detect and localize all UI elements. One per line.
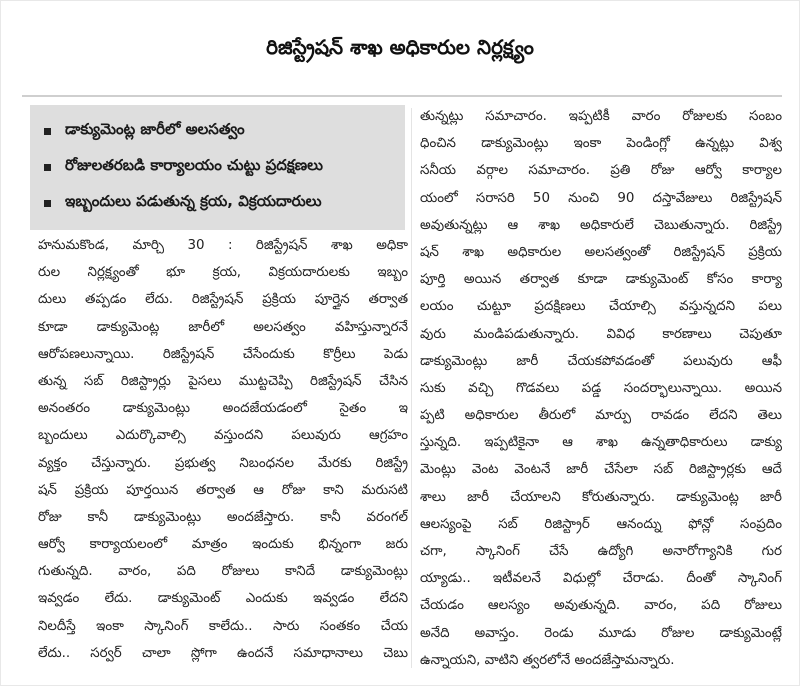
article-line: య్యాడు.. ఇటీవలనే విధుల్లో చేరాడు. దీంతో స్కానింగ్ [420, 571, 782, 587]
article-line: ఆలస్యంపై సబ్ రిజిస్ట్రార్ ఆనంద్ను ఫోన్లో సంప్రదిం [420, 516, 782, 532]
article-line: షన్ శాఖ అధికారుల అలసత్వంతో రిజిస్ట్రేషన్ ప్రక్రియ [420, 244, 782, 260]
article-line: లేదు.. సర్వర్ చాలా స్లోగా ఉందనే సమాధానాలు చెబు [38, 645, 408, 661]
bullet-square-icon [44, 164, 51, 171]
article-line: వురు మండిపడుతున్నారు. వివిధ కారణాలు చెపుతూ [420, 326, 782, 342]
article-line: అనేది అవాస్తం. రెండు మూడు రోజుల డాక్యుమెంట్లే [420, 625, 782, 641]
highlights-box [30, 105, 405, 230]
article-line: బ్బందులు ఎదుర్కొవాల్సి వస్తుందని పలువురు ఆగ్రహం [38, 428, 408, 444]
article-line: రుల నిర్లక్ష్యంతో భూ క్రయ, విక్రయదారులకు ఇబ్బం [38, 265, 408, 281]
article-line: రోజు కానీ డాక్యుమెంట్లు అందజేస్తారు. కానీ వరంగల్ [38, 509, 408, 525]
bullet-square-icon [44, 200, 51, 207]
highlight-item [44, 149, 397, 185]
article-line: చేయడం ఆలస్యం అవుతున్నది. వారం, పది రోజులు [420, 598, 782, 614]
article-line: ఆర్వో కార్యాయలంలో మాత్రం ఇందుకు భిన్నంగా జరు [38, 537, 408, 553]
article-line: నిలదీస్తే ఇంకా స్కానింగ్ కాలేదు.. సారు సంతకం చేయ [38, 618, 408, 634]
article-line: ప్పటి అధికారుల తీరులో మార్పు రావడం లేదని తెలు [420, 408, 782, 424]
article-line: షన్ ప్రక్రియ పూర్తయిన తర్వాత ఆ రోజు కాని మరుసటి [38, 482, 408, 498]
article-line: డాక్యుమెంట్లు జారీ చేయకపోవడంతో పలువురు ఆఫీ [420, 353, 782, 369]
article-column-left [38, 232, 408, 667]
article-line: ధించిన డాక్యుమెంట్లు ఇంకా పెండింగ్లో ఉన్నట్లు విశ్వ [420, 136, 782, 152]
article-line: ఇవ్వడం లేదు. డాక్యుమెంట్ ఎందుకు ఇవ్వడం లేదని [38, 591, 408, 607]
article-line: సుకు వచ్చి గొడవలు పడ్డ సందర్భాలున్నాయి. అయిన [420, 380, 782, 396]
headline-rule [22, 95, 782, 97]
article-line: హనుమకొండ, మార్చి 30 : రిజిస్ట్రేషన్ శాఖ అధికా [38, 238, 408, 253]
article-line: దులు తప్పడం లేదు. రిజిస్ట్రేషన్ ప్రక్రియ పూర్తైన తర్వాత [38, 292, 408, 308]
highlight-text: డాక్యుమెంట్ల జారీలో అలసత్వం [65, 120, 245, 138]
highlight-item [44, 113, 397, 149]
article-line: యంలో సరాసరి 50 నుంచి 90 దస్తావేజులు రిజిస్ట్రేషన్ [420, 190, 782, 206]
article-line: తున్నట్లు సమాచారం. ఇప్పటికీ వారం రోజులకు సంబం [420, 109, 782, 124]
highlight-item [44, 185, 397, 221]
article-line: చగా, స్కానింగ్ చేసే ఉద్యోగి అనారోగ్యానికి గుర [420, 544, 782, 559]
highlight-text: రోజులతరబడి కార్యాలయం చుట్టు ప్రదక్షణలు [65, 156, 323, 174]
article-line: ఉన్నాయని, వాటిని త్వరలోనే అందజేస్తామన్నారు. [420, 652, 675, 668]
headline: రిజిస్ట్రేషన్ శాఖ అధికారుల నిర్లక్ష్యం [266, 34, 534, 59]
article-line: ఆరోపణలున్నాయి. రిజిస్ట్రేషన్ చేసేందుకు కొర్రీలు పెడు [38, 346, 408, 362]
article-line: శాలు జారీ చేయాలని కోరుతున్నారు. డాక్యుమెంట్ల జారీ [420, 489, 782, 505]
article-line: లయం చుట్టూ ప్రదక్షిణలు చేయాల్సి వస్తున్నదని పలు [420, 299, 782, 315]
article-line: మెంట్లు వెంట వెంటనే జారీ చేసేలా సబ్ రిజిస్ట్రార్లకు ఆదే [420, 462, 782, 478]
article-line: తున్న సబ్ రిజిస్ట్రార్లు పైసలు ముట్టచెప్పి రిజిస్ట్రేషన్ చేసిన [38, 373, 408, 389]
bullet-square-icon [44, 128, 51, 135]
article-column-right [420, 103, 782, 674]
article-line: కూడా డాక్యుమెంట్ల జారీలో అలసత్వం వహిస్తున్నారనే [38, 319, 408, 335]
article-line: సనీయ వర్గాల సమాచారం. ప్రతి రోజు ఆర్వో కార్యాల [420, 163, 782, 179]
article-line: స్తున్నది. ఇప్పటికైనా ఆ శాఖ ఉన్నతాధికారులు డాక్యు [420, 435, 782, 451]
article-line: వ్యక్తం చేస్తున్నారు. ప్రభుత్వ నిబంధనల మేరకు రిజిస్ట్రే [38, 455, 408, 471]
article-line: గుతున్నది. వారం, పది రోజులు కానిదే డాక్యుమెంట్లు [38, 564, 408, 580]
column-divider [411, 108, 412, 668]
article-line: అవుతున్నట్లు ఆ శాఖ అధికారులే చెబుతున్నారు. రిజిస్ట్రే [420, 217, 782, 233]
article-line: పూర్తి అయిన తర్వాత కూడా డాక్యుమెంట్ కోసం కార్యా [420, 272, 782, 288]
highlight-text: ఇబ్బందులు పడుతున్న క్రయ, విక్రయదారులు [65, 192, 322, 210]
article-line: అనంతరం డాక్యుమెంట్లు అందజేయడంలో సైతం ఇ [38, 401, 408, 417]
